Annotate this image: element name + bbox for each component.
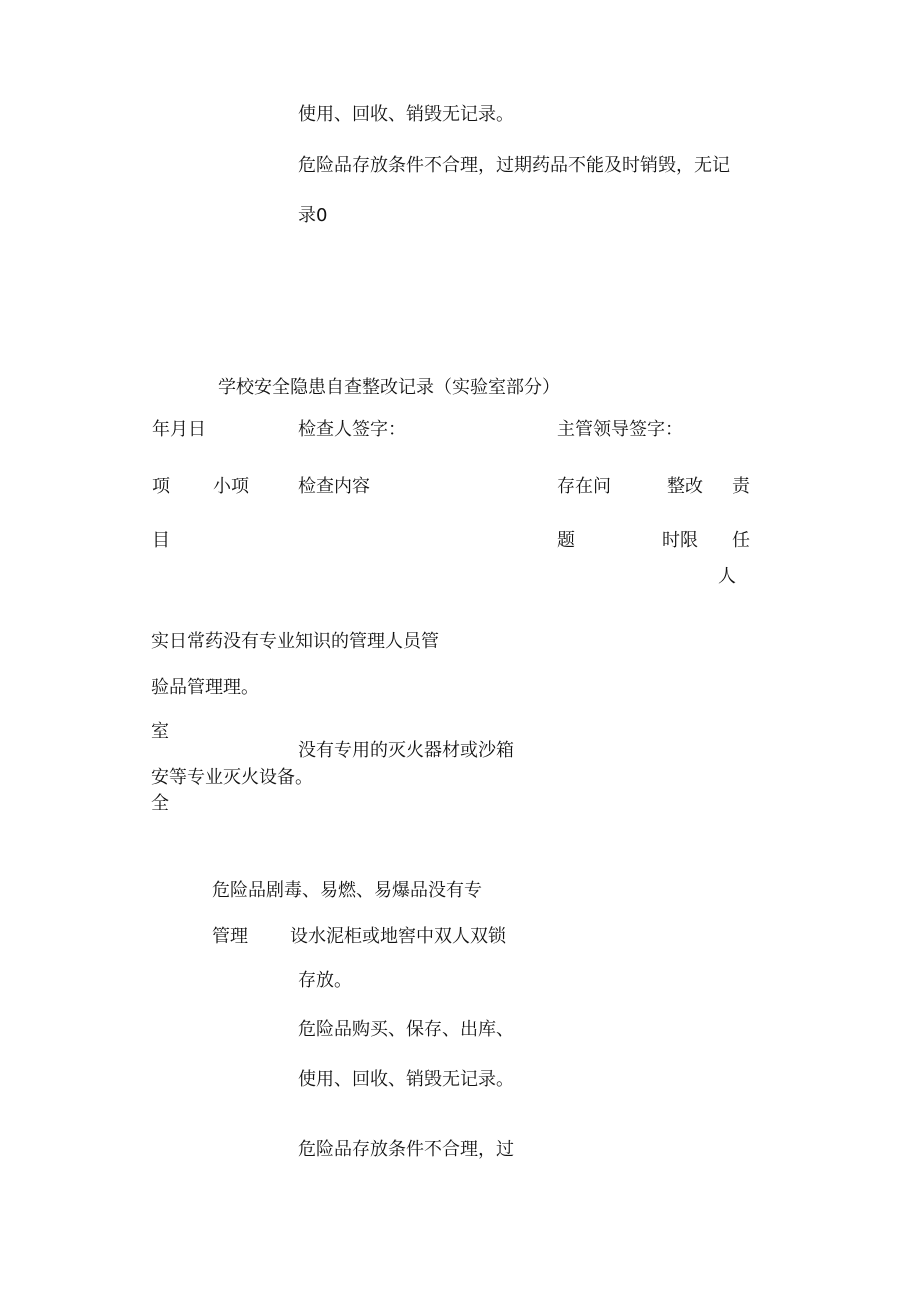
- date-label: 年月日: [152, 419, 206, 440]
- header-responsible-1: 责: [732, 476, 750, 497]
- header-problem-2: 题: [557, 530, 575, 551]
- body-line-4: 没有专用的灭火器材或沙箱: [298, 740, 514, 761]
- body-line-8: 设水泥柜或地窖中双人双锁: [290, 926, 506, 947]
- body-line-7: 危险品剧毒、易燃、易爆品没有专: [212, 880, 482, 901]
- top-line-1: 使用、回收、销毁无记录。: [298, 104, 514, 125]
- header-content: 检查内容: [298, 476, 370, 497]
- header-subitem: 小项: [213, 476, 249, 497]
- body-line-6: 全: [151, 793, 169, 814]
- top-line-3: 录0: [298, 205, 328, 226]
- top-line-2: 危险品存放条件不合理，过期药品不能及时销毁，无记: [298, 155, 730, 176]
- body-line-12: 危险品存放条件不合理，过: [298, 1139, 514, 1160]
- header-responsible-3: 人: [718, 566, 736, 587]
- body-line-10: 危险品购买、保存、出库、: [298, 1019, 514, 1040]
- header-deadline-1: 整改: [667, 476, 703, 497]
- body-line-8-label: 管理: [212, 926, 248, 947]
- body-line-2: 验品管理理。: [151, 677, 259, 698]
- header-item-1: 项: [152, 476, 170, 497]
- leader-signature-label: 主管领导签字：: [557, 419, 683, 440]
- header-responsible-2: 任: [732, 530, 750, 551]
- header-deadline-2: 时限: [662, 530, 698, 551]
- record-title: 学校安全隐患自查整改记录（实验室部分）: [218, 377, 560, 398]
- body-line-11: 使用、回收、销毁无记录。: [298, 1069, 514, 1090]
- body-line-5: 安等专业灭火设备。: [151, 767, 313, 788]
- body-line-3: 室: [151, 721, 169, 742]
- header-item-2: 目: [152, 530, 170, 551]
- inspector-signature-label: 检查人签字：: [298, 419, 406, 440]
- body-line-1: 实日常药没有专业知识的管理人员管: [151, 631, 439, 652]
- body-line-9: 存放。: [298, 970, 352, 991]
- header-problem-1: 存在问: [557, 476, 611, 497]
